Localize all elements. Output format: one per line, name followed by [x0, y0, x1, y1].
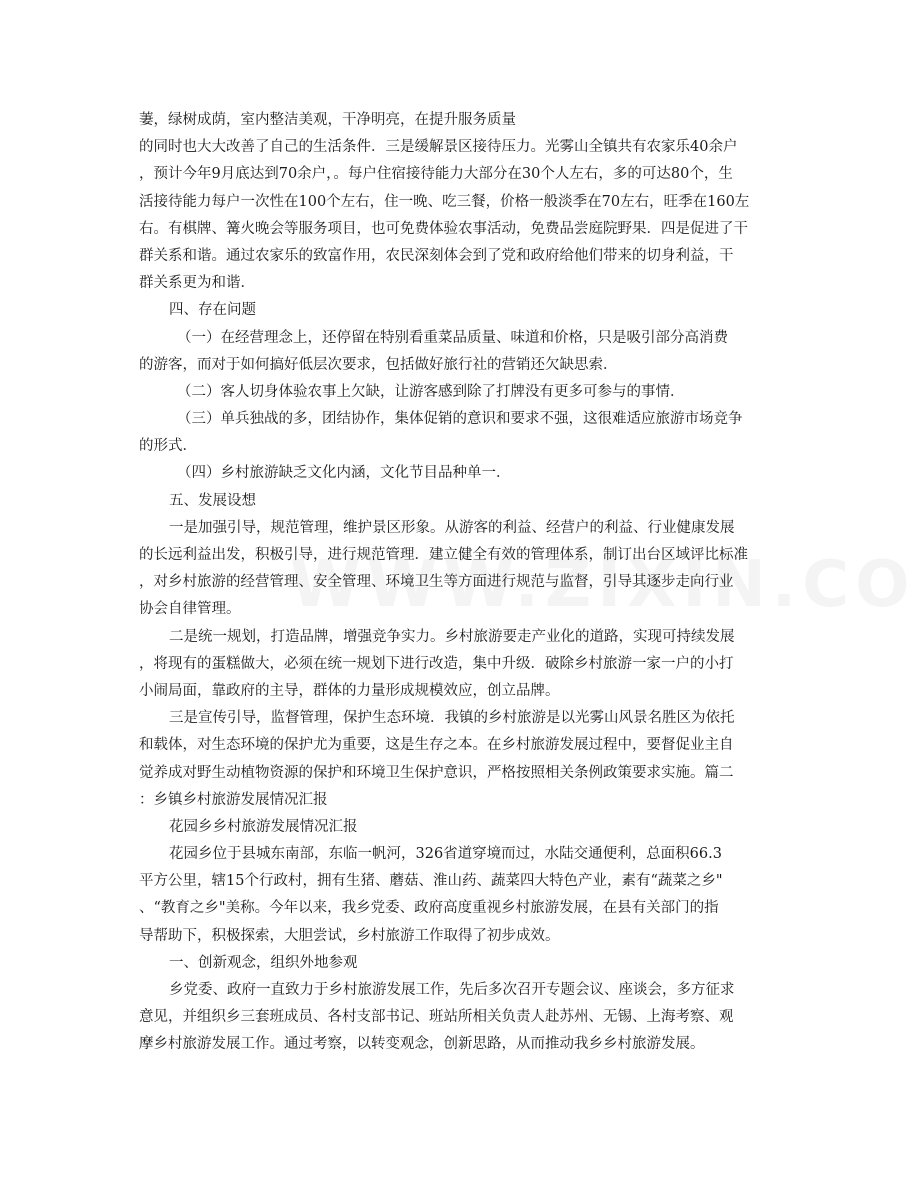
- paragraph-line: 意见，并组织乡三套班成员、各村支部书记、班站所相关负责人赴苏州、无锡、上海考察、观: [139, 1009, 734, 1026]
- section-title: 花园乡乡村旅游发展情况汇报: [169, 818, 358, 835]
- section-heading: 四、存在问题: [169, 302, 256, 319]
- document-body: [139, 107, 784, 1059]
- paragraph-line: 的游客，而对于如何搞好低层次要求，包括做好旅行社的营销还欠缺思索．: [139, 356, 618, 373]
- paragraph-line: 、“教育之乡"美称。今年以来，我乡党委、政府高度重视乡村旅游发展，在县有关部门的指: [139, 900, 719, 917]
- paragraph-line: 二是统一规划，打造品牌，增强竞争实力。乡村旅游要走产业化的道路，实现可持续发展: [169, 628, 735, 645]
- paragraph-line: 三是宣传引导，监督管理，保护生态环境．我镇的乡村旅游是以光雾山风景名胜区为依托: [169, 710, 735, 727]
- paragraph-line: 小闹局面，靠政府的主导，群体的力量形成规模效应，创立品牌。: [139, 682, 560, 699]
- paragraph-line: 摩乡村旅游发展工作。通过考察，以转变观念，创新思路，从而推动我乡乡村旅游发展。: [139, 1036, 705, 1053]
- section-heading: 五、发展设想: [169, 492, 256, 509]
- paragraph-line: （二）客人切身体验农事上欠缺，让游客感到除了打牌没有更多可参与的事情．: [177, 383, 685, 400]
- paragraph-line: 的形式．: [139, 438, 197, 455]
- section-heading: 一、创新观念，组织外地参观: [169, 954, 358, 971]
- paragraph-line: 协会自律管理。: [139, 601, 241, 618]
- paragraph-line: 的长远利益出发，积极引导，进行规范管理．建立健全有效的管理体系，制订出台区域评比标准: [139, 547, 748, 563]
- paragraph-line: ，预计今年9月底达到70余户，。每户住宿接待能力大部分在30个人左右，多的可达80个，生: [139, 166, 733, 183]
- paragraph-line: ，对乡村旅游的经营管理、安全管理、环境卫生等方面进行规范与监督，引导其逐步走向行业: [139, 574, 734, 591]
- paragraph-line: 花园乡位于县城东南部，东临一帆河，326省道穿境而过，水陆交通便利，总面积66.3: [169, 846, 722, 863]
- paragraph-line: （三）单兵独战的多，团结协作，集体促销的意识和要求不强，这很难适应旅游市场竞争: [177, 411, 743, 428]
- paragraph-line: 萋，绿树成荫，室内整洁美观，干净明亮，在提升服务质量: [139, 112, 516, 128]
- paragraph-line: 和载体，对生态环境的保护尤为重要，这是生存之本。在乡村旅游发展过程中，要督促业主自: [139, 737, 734, 754]
- paragraph-line: 导帮助下，积极探索，大胆尝试，乡村旅游工作取得了初步成效。: [139, 927, 560, 944]
- paragraph-line: ，将现有的蛋糕做大，必须在统一规划下进行改造，集中升级．破除乡村旅游一家一户的小打: [139, 655, 734, 672]
- paragraph-line: 平方公里，辖15个行政村，拥有生猪、蘑菇、淮山药、蔬菜四大特色产业，素有“蔬菜之乡": [139, 873, 723, 890]
- paragraph-line: 觉养成对野生动植物资源的保护和环境卫生保护意识，严格按照相关条例政策要求实施。篇二: [139, 764, 734, 781]
- paragraph-line: （一）在经营理念上，还停留在特别看重菜品质量、味道和价格，只是吸引部分高消费: [177, 329, 728, 346]
- paragraph-line: ：乡镇乡村旅游发展情况汇报: [139, 791, 328, 808]
- paragraph-line: 活接待能力每户一次性在100个左右，住一晚、吃三餐，价格一般淡季在70左右，旺季在160左: [139, 193, 750, 210]
- paragraph-line: （四）乡村旅游缺乏文化内涵，文化节目品种单一．: [177, 465, 511, 482]
- paragraph-line: 右。有棋牌、篝火晚会等服务项目，也可免费体验农事活动，免费品尝庭院野果．四是促进了干: [139, 220, 748, 237]
- paragraph-line: 一是加强引导，规范管理，维护景区形象。从游客的利益、经营户的利益、行业健康发展: [169, 519, 735, 536]
- paragraph-line: 乡党委、政府一直致力于乡村旅游发展工作，先后多次召开专题会议、座谈会，多方征求: [169, 982, 735, 998]
- paragraph-line: 群关系和谐。通过农家乐的致富作用，农民深刻体会到了党和政府给他们带来的切身利益，干: [139, 247, 734, 264]
- paragraph-line: 的同时也大大改善了自己的生活条件．三是缓解景区接待压力。光雾山全镇共有农家乐40余户: [139, 139, 738, 156]
- paragraph-line: 群关系更为和谐．: [139, 275, 255, 292]
